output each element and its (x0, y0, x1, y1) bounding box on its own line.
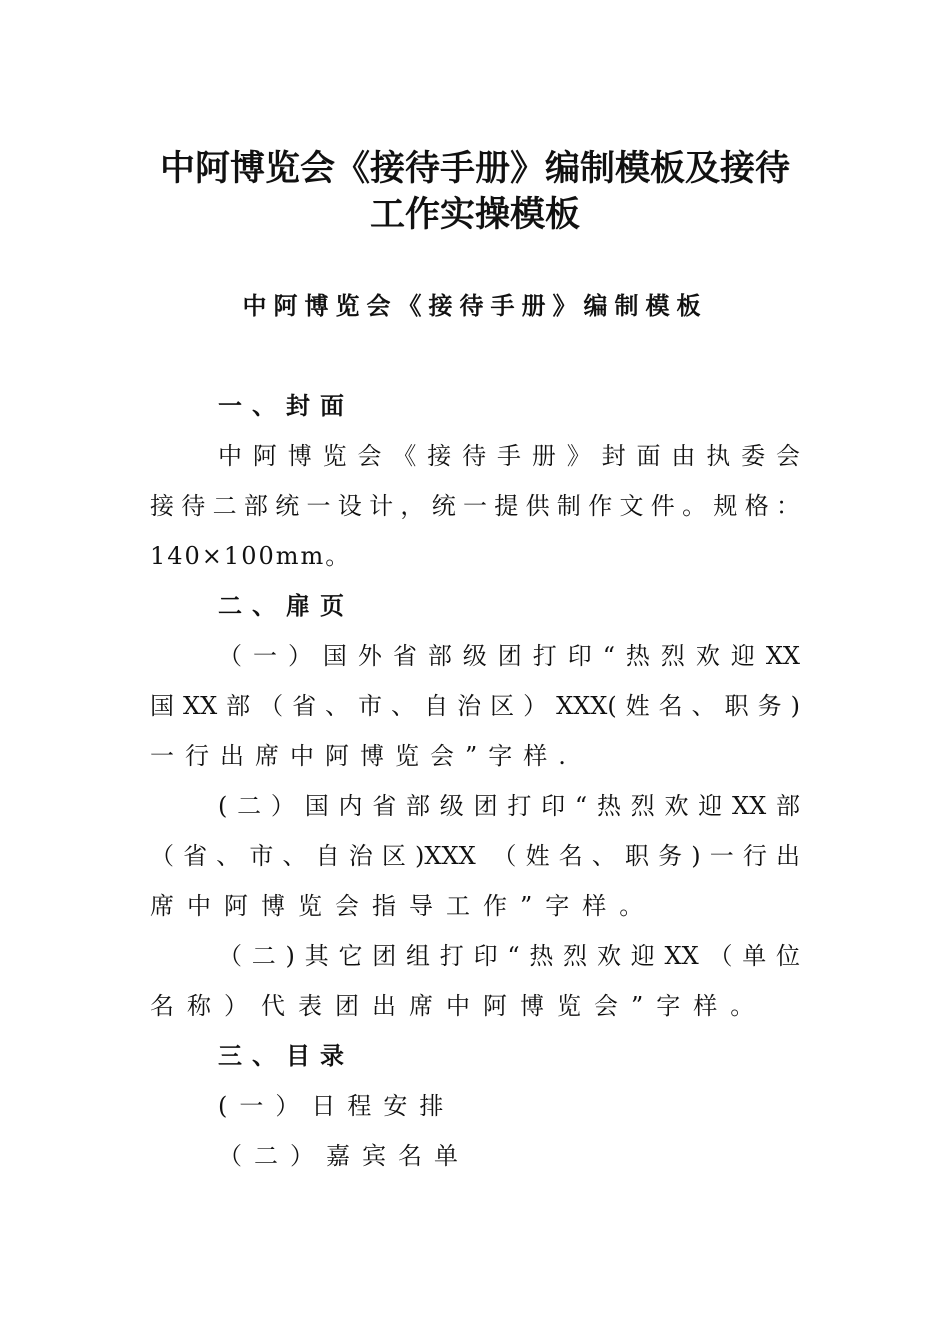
title-page-item-3-line-1: （二)其它团组打印“热烈欢迎XX（单位 (218, 942, 800, 970)
cover-heading: 一、封面 (218, 392, 354, 420)
toc-item-schedule: (一）日程安排 (218, 1092, 456, 1120)
document-title-line-2: 工作实操模板 (369, 194, 580, 235)
toc-heading: 三、目录 (218, 1042, 354, 1070)
title-page-item-1-line-3: 一行出席中阿博览会”字样. (150, 742, 577, 770)
cover-paragraph-line-1: 中阿博览会《接待手册》封面由执委会 (218, 442, 800, 470)
title-page-item-3-line-2: 名称）代表团出席中阿博览会”字样。 (150, 992, 768, 1020)
title-page-item-2-line-2: （省、市、自治区)XXX （姓名、职务)一行出 (150, 842, 800, 870)
title-page-item-2-line-1: (二）国内省部级团打印“热烈欢迎XX部 (218, 792, 800, 820)
title-page-item-1-line-2: 国XX部（省、市、自治区）XXX(姓名、职务) (150, 692, 800, 720)
toc-item-guest-list: （二）嘉宾名单 (218, 1142, 470, 1170)
cover-paragraph-line-2: 接待二部统一设计，统一提供制作文件。规格： (150, 492, 800, 520)
cover-paragraph-line-3: 140×100mm。 (150, 542, 352, 570)
document-subtitle: 中阿博览会《接待手册》编制模板 (242, 292, 708, 320)
title-page-heading: 二、扉页 (218, 592, 354, 620)
title-page-item-1-line-1: （一）国外省部级团打印“热烈欢迎XX (218, 642, 800, 670)
title-page-item-2-line-3: 席中阿博览会指导工作”字样。 (150, 892, 657, 920)
document-title-line-1: 中阿博览会《接待手册》编制模板及接待 (159, 148, 790, 189)
